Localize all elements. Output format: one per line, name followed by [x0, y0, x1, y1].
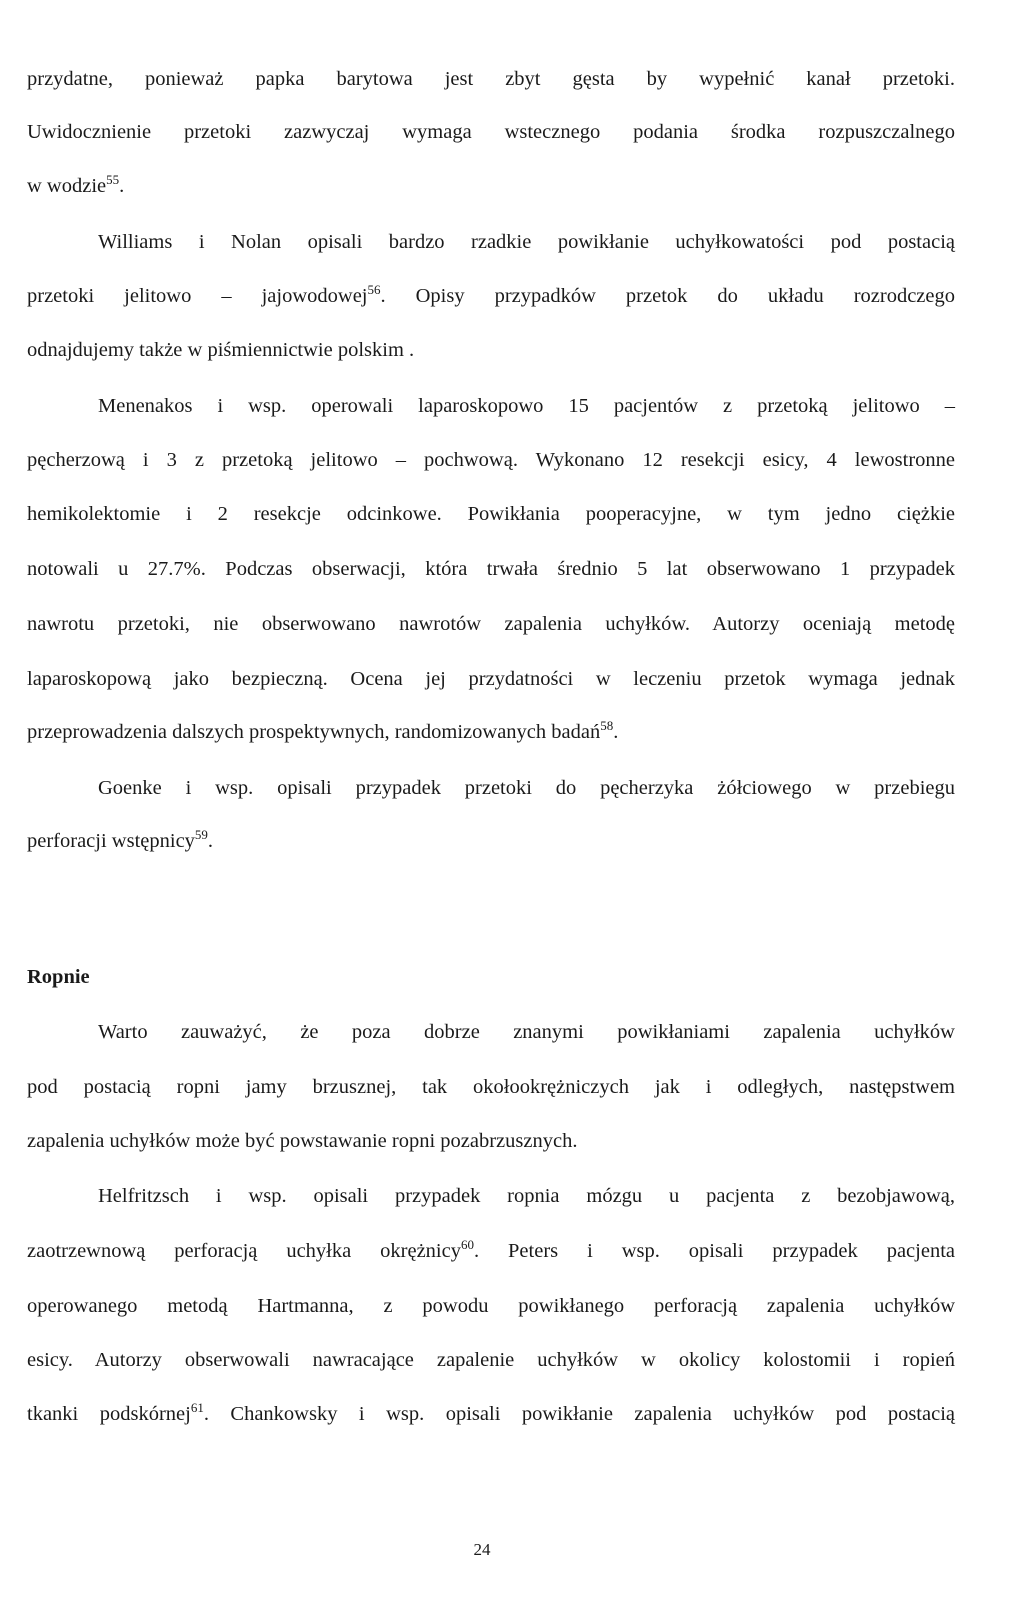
paragraph-line: Warto zauważyć, że poza dobrze znanymi powikłaniami zapalenia uchyłków	[98, 1021, 955, 1043]
paragraph-line: hemikolektomie i 2 resekcje odcinkowe. Powikłania pooperacyjne, w tym jedno ciężkie	[27, 503, 955, 525]
footnote-ref: 56	[367, 282, 381, 297]
paragraph-line: zaotrzewnową perforacją uchyłka okrężnicy$^{60}$. Peters i wsp. opisali przypadek pacjenta	[27, 1237, 955, 1262]
footnote-ref: 60	[460, 1237, 474, 1252]
paragraph-line: Menenakos i wsp. operowali laparoskopowo 15 pacjentów z przetoką jelitowo –	[98, 395, 955, 417]
footnote-ref: 59	[194, 827, 208, 842]
footnote-ref: 55	[106, 172, 120, 187]
footnote-ref: 61	[190, 1400, 204, 1415]
paragraph-line: operowanego metodą Hartmanna, z powodu powikłanego perforacją zapalenia uchyłków	[27, 1295, 955, 1317]
paragraph-line: przydatne, ponieważ papka barytowa jest zbyt gęsta by wypełnić kanał przetoki.	[27, 68, 955, 90]
paragraph-line: tkanki podskórnej$^{61}$. Chankowsky i wsp. opisali powikłanie zapalenia uchyłków pod postacią	[27, 1400, 955, 1425]
paragraph-line: perforacji wstępnicy$^{59}$.	[27, 827, 214, 852]
paragraph-line: odnajdujemy także w piśmiennictwie polskim .	[27, 339, 415, 361]
paragraph-line: Goenke i wsp. opisali przypadek przetoki do pęcherzyka żółciowego w przebiegu	[98, 777, 955, 799]
paragraph-line: notowali u 27.7%. Podczas obserwacji, która trwała średnio 5 lat obserwowano 1 przypadek	[27, 558, 955, 580]
section-heading: Ropnie	[27, 966, 90, 988]
paragraph-line: przetoki jelitowo – jajowodowej$^{56}$. Opisy przypadków przetok do układu rozrodczego	[27, 282, 955, 307]
paragraph-line: Uwidocznienie przetoki zazwyczaj wymaga wstecznego podania środka rozpuszczalnego	[27, 121, 955, 143]
paragraph-line: przeprowadzenia dalszych prospektywnych, randomizowanych badań$^{58}$.	[27, 718, 619, 743]
paragraph-line: nawrotu przetoki, nie obserwowano nawrotów zapalenia uchyłków. Autorzy oceniają metodę	[27, 613, 955, 635]
footnote-ref: 58	[600, 718, 614, 733]
paragraph-line: Helfritzsch i wsp. opisali przypadek ropnia mózgu u pacjenta z bezobjawową,	[98, 1185, 955, 1207]
paragraph-line: zapalenia uchyłków może być powstawanie ropni pozabrzusznych.	[27, 1130, 578, 1152]
paragraph-line: pęcherzową i 3 z przetoką jelitowo – pochwową. Wykonano 12 resekcji esicy, 4 lewostronne	[27, 449, 955, 471]
paragraph-line: pod postacią ropni jamy brzusznej, tak okołookrężniczych jak i odległych, następstwem	[27, 1076, 955, 1098]
paragraph-line: w wodzie$^{55}$.	[27, 172, 125, 197]
paragraph-line: esicy. Autorzy obserwowali nawracające zapalenie uchyłków w okolicy kolostomii i ropień	[27, 1349, 955, 1371]
paragraph-line: Williams i Nolan opisali bardzo rzadkie powikłanie uchyłkowatości pod postacią	[98, 231, 955, 253]
page-number: 24	[473, 1540, 491, 1559]
paragraph-line: laparoskopową jako bezpieczną. Ocena jej przydatności w leczeniu przetok wymaga jednak	[27, 668, 955, 690]
